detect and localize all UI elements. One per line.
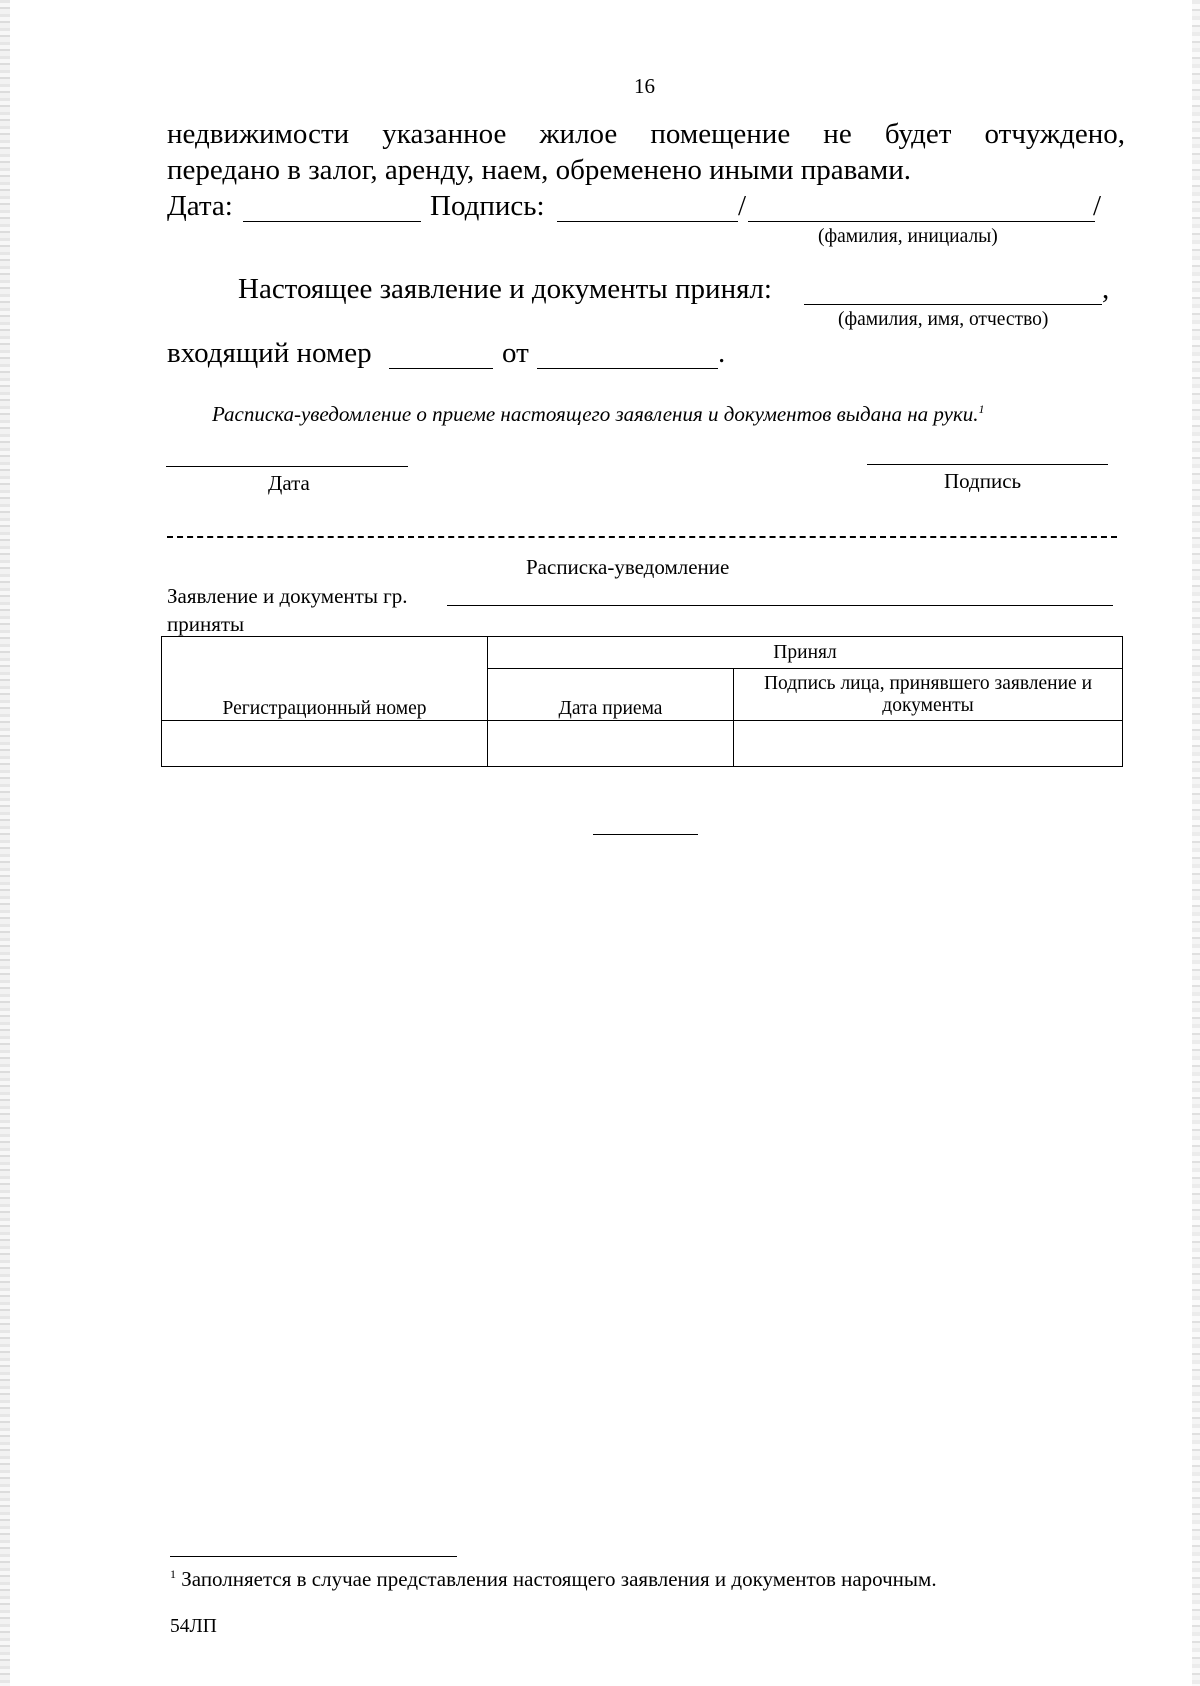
- from-date-line[interactable]: [537, 368, 718, 369]
- receipt-date-line[interactable]: [166, 466, 408, 467]
- table-header-signature: Подпись лица, принявшего заявление и документы: [734, 669, 1123, 721]
- receipt-signature-caption: Подпись: [944, 469, 1022, 493]
- receipt-note-text: Расписка-уведомление о приеме настоящего заявления и документов выдана на руки.: [212, 402, 979, 426]
- page-number: 16: [634, 74, 655, 98]
- cut-line: [167, 536, 1117, 538]
- table-cell-signature[interactable]: [734, 721, 1123, 767]
- incoming-number-line[interactable]: [389, 368, 493, 369]
- receipt-note-footnote-mark: 1: [978, 402, 985, 416]
- slash-1: /: [738, 190, 747, 222]
- date-field-line[interactable]: [243, 221, 421, 222]
- accepted-name-line[interactable]: [804, 304, 1102, 305]
- receipt-statement: Заявление и документы гр.: [167, 584, 408, 608]
- incoming-dot: .: [718, 337, 726, 369]
- section-end-rule: [593, 834, 698, 835]
- paragraph-line-2: передано в залог, аренду, наем, обременено иными правами.: [167, 154, 911, 186]
- surname-field-line[interactable]: [748, 221, 1095, 222]
- receipt-date-caption: Дата: [268, 471, 310, 495]
- receipt-title: Расписка-уведомление: [526, 555, 730, 579]
- footnote-separator: [170, 1556, 457, 1557]
- footnote-mark: 1: [170, 1567, 176, 1581]
- date-label: Дата:: [167, 190, 233, 222]
- table-cell-registration-number[interactable]: [162, 721, 488, 767]
- receipt-table: [161, 636, 1123, 767]
- receipt-signature-line[interactable]: [867, 464, 1108, 465]
- footnote: [170, 1567, 937, 1592]
- accepted-caption: (фамилия, имя, отчество): [838, 309, 1049, 330]
- surname-caption: (фамилия, инициалы): [818, 226, 998, 247]
- accepted-comma: ,: [1102, 273, 1110, 305]
- receipt-accepted-word: приняты: [167, 612, 245, 636]
- signature-field-line[interactable]: [557, 221, 738, 222]
- scan-edge-left: [0, 0, 10, 1686]
- receipt-note: [212, 402, 985, 427]
- signature-label: Подпись:: [430, 190, 545, 222]
- accepted-label: Настоящее заявление и документы принял:: [238, 273, 772, 305]
- from-label: от: [502, 337, 529, 369]
- paragraph-line-1: недвижимости указанное жилое помещение не будет отчуждено,: [167, 118, 1125, 150]
- applicant-name-line[interactable]: [447, 605, 1113, 606]
- footnote-text: Заполняется в случае представления настоящего заявления и документов нарочным.: [181, 1567, 937, 1591]
- table-header-registration-number: Регистрационный номер: [162, 637, 488, 721]
- table-header-accepted: Принял: [488, 637, 1123, 669]
- incoming-number-label: входящий номер: [167, 337, 372, 369]
- document-code: 54ЛП: [170, 1616, 217, 1637]
- table-header-date: Дата приема: [488, 669, 734, 721]
- slash-2: /: [1093, 190, 1102, 222]
- scan-edge-right: [1192, 0, 1200, 1686]
- table-cell-date[interactable]: [488, 721, 734, 767]
